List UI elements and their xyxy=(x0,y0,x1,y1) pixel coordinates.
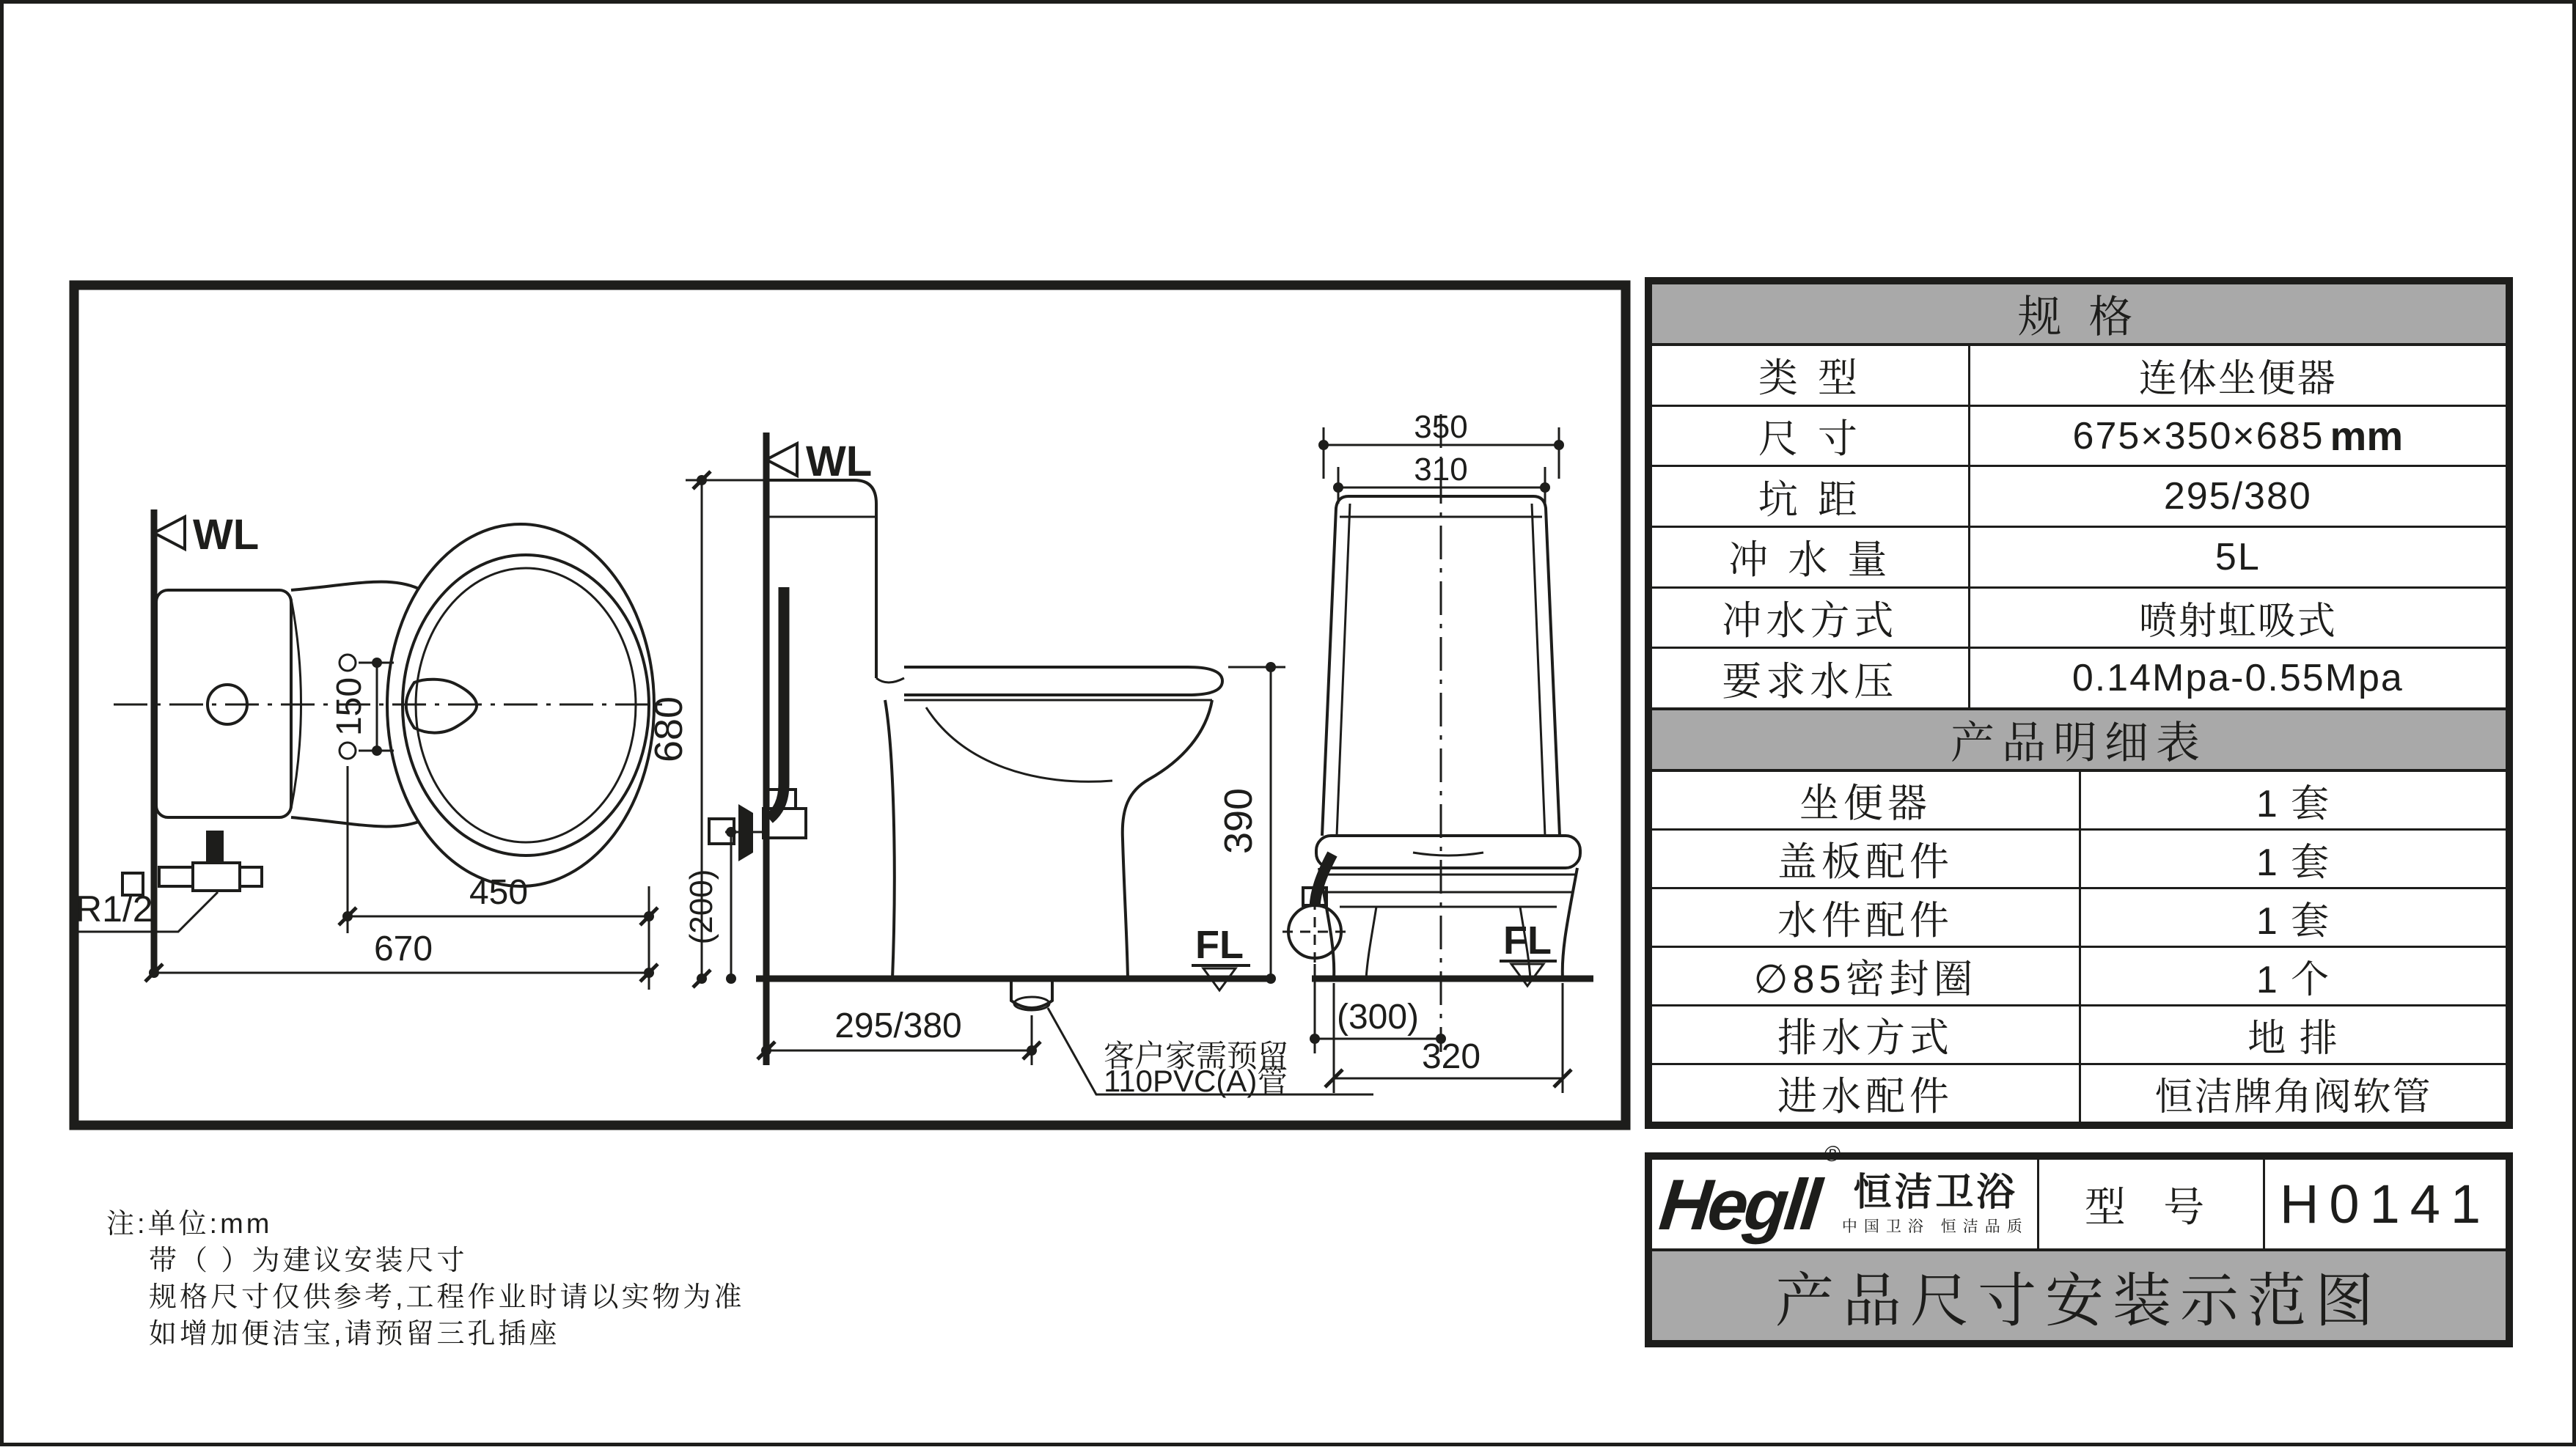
spec-label-type: 类 型 xyxy=(1652,346,1970,405)
size-unit: mm xyxy=(2330,413,2404,459)
table-row xyxy=(1652,831,2506,889)
spec-label-flush-volume: 冲 水 量 xyxy=(1652,528,1970,586)
dim-dot xyxy=(1310,1034,1320,1044)
angle-valve-body xyxy=(193,863,240,891)
wl-marker-icon xyxy=(154,517,185,549)
table-row xyxy=(1652,948,2506,1006)
bowl-inner-contour xyxy=(926,707,1112,781)
dim-dot xyxy=(1540,482,1550,493)
dim-350-label: 350 xyxy=(1414,409,1468,445)
size-number: 675×350×685 xyxy=(2072,414,2324,457)
seat-lid-profile xyxy=(904,667,1222,695)
spec-value-type: 连体坐便器 xyxy=(2138,358,2337,401)
seat-lid-front xyxy=(1316,836,1580,868)
detail-value-cover: 1 套 xyxy=(2256,842,2331,885)
tank-seat-join xyxy=(876,678,904,682)
dim-dot xyxy=(1333,482,1343,493)
spec-table-header: 规 格 xyxy=(1652,284,2506,346)
base-inner-left xyxy=(1366,907,1376,979)
supply-stub xyxy=(206,831,224,863)
spec-label-flush-type: 冲水方式 xyxy=(1652,589,1970,647)
front-view xyxy=(1283,409,1593,1093)
dim-450-label: 450 xyxy=(469,873,529,912)
table-row xyxy=(1652,772,2506,831)
dim-670-label: 670 xyxy=(373,930,433,968)
brand-tagline: 中国卫浴 恒洁品质 xyxy=(1841,1218,2029,1235)
detail-label-inlet: 进水配件 xyxy=(1652,1065,2081,1122)
dim-300-label: (300) xyxy=(1336,998,1420,1037)
drain-pipe xyxy=(1011,979,1052,1008)
note-line-2: 带（ ）为建议安装尺寸 xyxy=(149,1245,468,1276)
sheet-title: 产品尺寸安装示范图 xyxy=(1652,1251,2506,1340)
inlet-thread-label: R1/2 xyxy=(76,888,153,930)
wl-marker-icon xyxy=(766,444,797,476)
spec-table xyxy=(1645,277,2513,1129)
brand-chinese-block xyxy=(1841,1171,2029,1235)
rim-connector-bottom xyxy=(291,817,419,826)
model-value: H0141 xyxy=(2279,1174,2492,1234)
bowl-back-profile xyxy=(885,700,895,979)
dim-dot xyxy=(1318,440,1329,450)
tank-inner-right xyxy=(1532,504,1545,836)
spec-label-pit: 坑 距 xyxy=(1652,467,1970,526)
detail-label-cover: 盖板配件 xyxy=(1652,831,2081,887)
note-line-3: 规格尺寸仅供参考,工程作业时请以实物为准 xyxy=(149,1282,745,1313)
dim-680-label: 680 xyxy=(647,696,691,763)
table-row xyxy=(1652,1065,2506,1122)
detail-label-fittings: 水件配件 xyxy=(1652,889,2081,946)
supply-hose xyxy=(769,587,784,819)
note-line-1: 注:单位:mm xyxy=(106,1209,273,1240)
base-outer-right xyxy=(1563,868,1577,979)
wall-stub xyxy=(159,867,193,886)
brand-wordmark-icon xyxy=(1656,1141,1838,1245)
dim-390-label: 390 xyxy=(1217,787,1261,855)
bolt-hole-bottom xyxy=(340,743,356,759)
detail-value-seal-ring: 1 个 xyxy=(2256,959,2331,1002)
fl-label: FL xyxy=(1195,923,1244,967)
valve-nut xyxy=(240,867,262,886)
spec-value-flush-volume: 5L xyxy=(2214,535,2261,578)
bolt-hole-top xyxy=(340,655,356,671)
wl-label: WL xyxy=(193,511,260,559)
side-view xyxy=(647,433,1373,1098)
table-row xyxy=(1652,346,2506,407)
rim-connector-top xyxy=(291,582,419,590)
spec-value-flush-type: 喷射虹吸式 xyxy=(2138,600,2337,644)
note-line-4: 如增加便洁宝,请预留三孔插座 xyxy=(149,1319,560,1350)
spec-label-pressure: 要求水压 xyxy=(1652,649,1970,707)
dim-dot xyxy=(372,746,382,756)
spec-label-size: 尺 寸 xyxy=(1652,407,1970,465)
dim-dot xyxy=(726,974,736,984)
wl-label: WL xyxy=(806,438,873,485)
detail-value-inlet: 恒洁牌角阀软管 xyxy=(2154,1076,2432,1119)
reserve-note-line1: 客户家需预留 xyxy=(1104,1039,1289,1073)
detail-value-fittings: 1 套 xyxy=(2256,900,2331,943)
dim-150-label: 150 xyxy=(330,677,369,737)
detail-value-drain-type: 地 排 xyxy=(2247,1017,2339,1061)
notes-block xyxy=(106,1206,745,1353)
model-label: 型 号 xyxy=(2039,1160,2265,1248)
detail-label-toilet: 坐便器 xyxy=(1652,772,2081,828)
table-row xyxy=(1652,467,2506,528)
dim-dot xyxy=(1554,440,1564,450)
fl-label: FL xyxy=(1503,919,1552,963)
angle-valve-front xyxy=(1288,905,1341,958)
detail-label-drain-type: 排水方式 xyxy=(1652,1006,2081,1063)
fl-marker-icon xyxy=(1511,964,1544,986)
dim-320-label: 320 xyxy=(1421,1037,1481,1076)
dim-dot xyxy=(1266,662,1276,672)
title-block-top-row xyxy=(1652,1141,2506,1251)
detail-table-header: 产品明细表 xyxy=(1652,710,2506,772)
table-row xyxy=(1652,1006,2506,1065)
table-row xyxy=(1652,889,2506,948)
detail-value-toilet: 1 套 xyxy=(2256,783,2331,826)
table-row xyxy=(1652,528,2506,589)
table-row xyxy=(1652,649,2506,710)
lid-detail xyxy=(1413,853,1483,855)
spec-value-pressure: 0.14Mpa-0.55Mpa xyxy=(2072,657,2404,700)
registered-mark: ® xyxy=(1823,1141,1838,1166)
brand-logo xyxy=(1652,1141,2039,1248)
dim-dot xyxy=(726,827,736,837)
dim-pit-label: 295/380 xyxy=(834,1006,962,1045)
table-row xyxy=(1652,407,2506,468)
reserve-note-line2: 110PVC(A)管 xyxy=(1104,1064,1288,1098)
tank-inner-left xyxy=(1337,504,1350,836)
brand-name: Hegll xyxy=(1656,1163,1822,1245)
tank-outline-right xyxy=(1348,496,1560,836)
dim-dot xyxy=(1266,974,1276,984)
spec-value-pit: 295/380 xyxy=(2163,475,2312,518)
dim-dot xyxy=(372,658,382,668)
dim-200-label: (200) xyxy=(683,869,719,945)
spec-value-size xyxy=(1970,407,2506,465)
top-view xyxy=(74,509,667,990)
detail-label-seal-ring: ∅85密封圈 xyxy=(1652,948,2081,1004)
title-block xyxy=(1645,1141,2513,1347)
table-row xyxy=(1652,589,2506,649)
dim-310-label: 310 xyxy=(1414,452,1468,487)
brand-chinese-name: 恒洁卫浴 xyxy=(1853,1171,2018,1214)
